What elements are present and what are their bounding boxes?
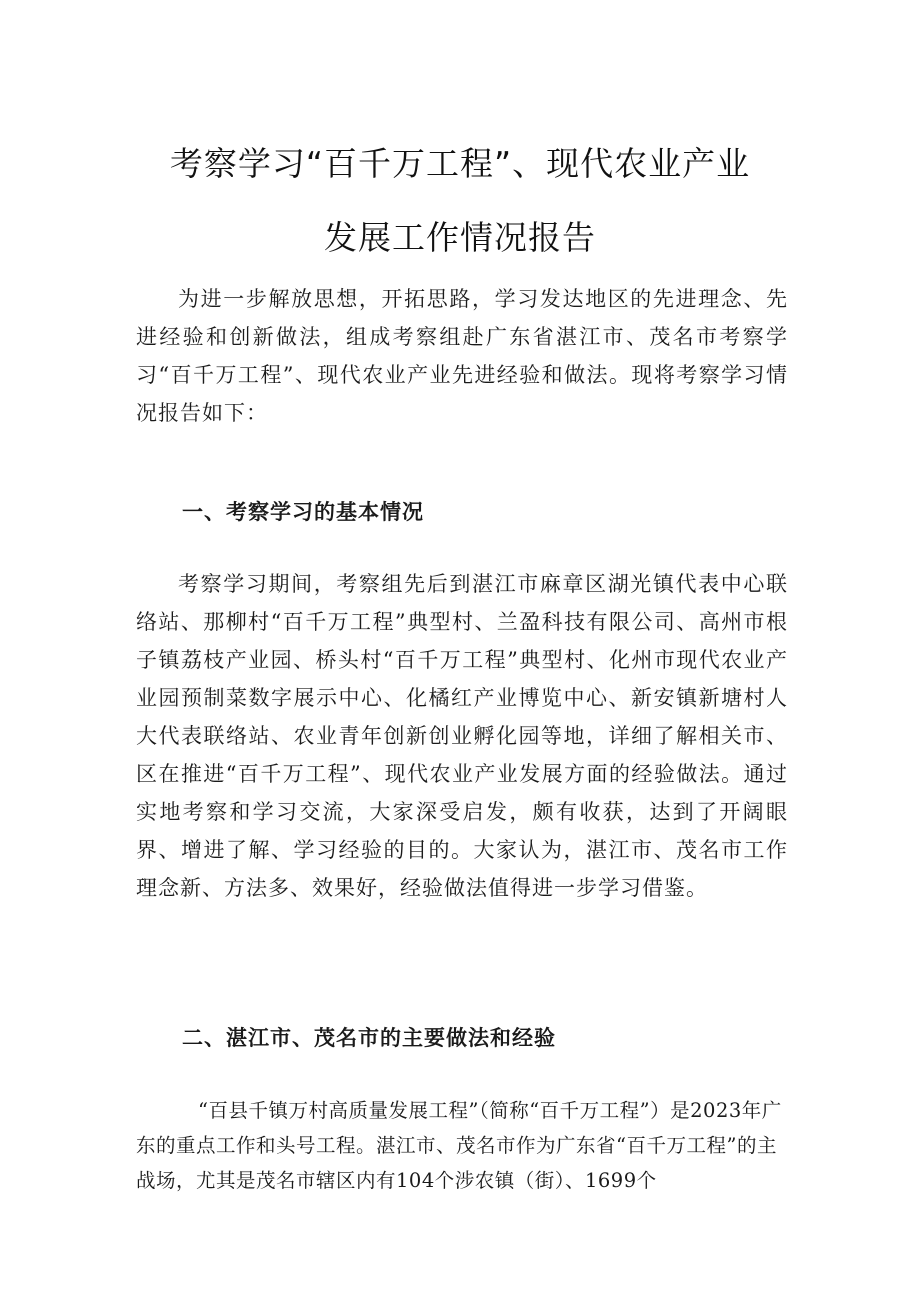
section1-heading: 一、考察学习的基本情况: [182, 499, 424, 524]
intro-paragraph: 为进一步解放思想，开拓思路，学习发达地区的先进理念、先进经验和创新做法，组成考察组赴广东省湛江市、茂名市考察学习“百千万工程”、现代农业产业先进经验和做法。现将考察学习情况报告如下：: [136, 287, 788, 425]
section2-heading: 二、湛江市、茂名市的主要做法和经验: [182, 1025, 556, 1050]
section2-paragraph: “百县千镇万村高质量发展工程”（简称“百千万工程”）是2023年广东的重点工作和头号工程。湛江市、茂名市作为广东省“百千万工程”的主战场，尤其是茂名市辖区内有104个涉农镇（街）、1699个: [136, 1099, 782, 1192]
document-title-line1: 考察学习“百千万工程”、现代农业产业: [169, 144, 751, 183]
section1-paragraph: 考察学习期间，考察组先后到湛江市麻章区湖光镇代表中心联络站、那柳村“百千万工程”典型村、兰盈科技有限公司、高州市根子镇荔枝产业园、桥头村“百千万工程”典型村、化州市现代农业产业园预制菜数字展示中心、化橘红产业博览中心、新安镇新塘村人大代表联络站、农业青年创新创业孵化园等地，详细了解相关市、区在推进“百千万工程”、现代农业产业发展方面的经验做法。通过实地考察和学习交流，大家深受启发，颇有收获，达到了开阔眼界、增进了解、学习经验的目的。大家认为，湛江市、茂名市工作理念新、方法多、效果好，经验做法值得进一步学习借鉴。: [136, 572, 788, 900]
document-title-line2: 发展工作情况报告: [324, 218, 596, 257]
